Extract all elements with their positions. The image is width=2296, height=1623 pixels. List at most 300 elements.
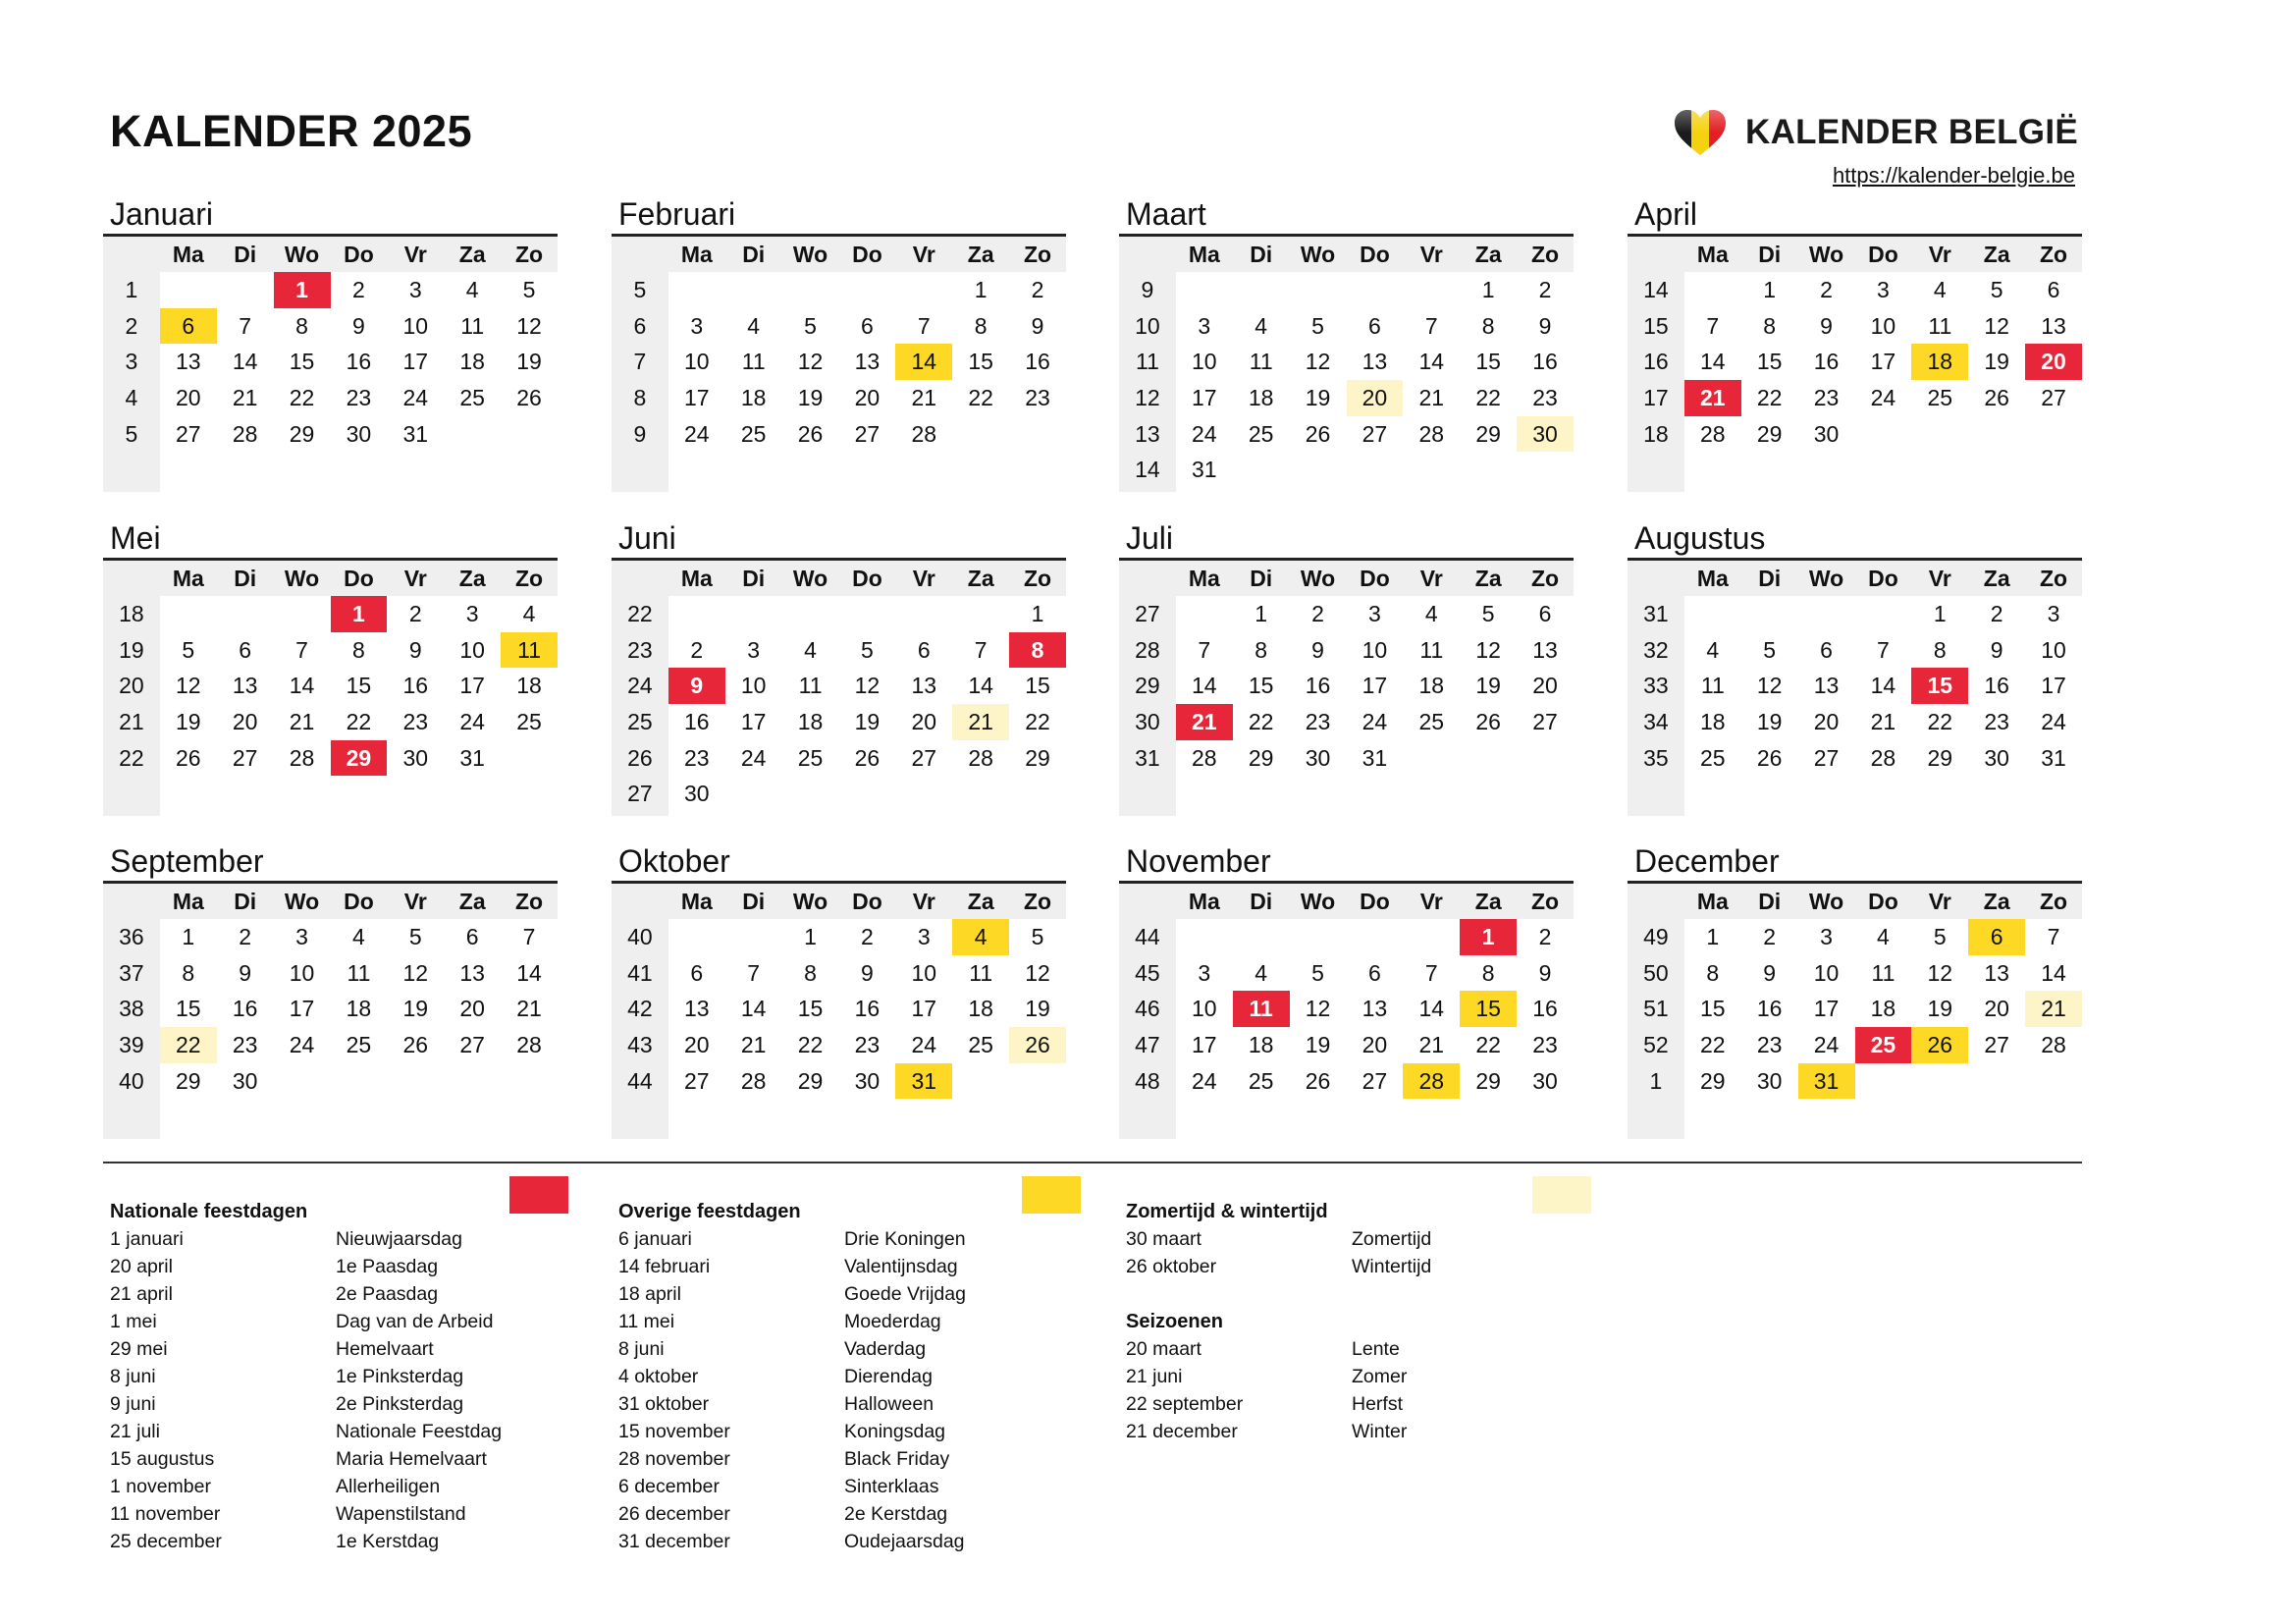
day-cell: 11 [969, 959, 993, 986]
day-cell: 2 [861, 924, 874, 949]
legend-date: 20 april [110, 1256, 173, 1277]
weekday-header: Zo [501, 561, 558, 596]
legend-name: Vaderdag [844, 1338, 927, 1360]
day-cell: 11 [1871, 959, 1896, 986]
day-cell-dst-season: 30 [1517, 416, 1574, 453]
day-cell: 3 [2047, 601, 2060, 626]
day-cell-other-holiday: 18 [1911, 344, 1968, 380]
weekday-header: Ma [668, 561, 725, 596]
empty-cell [217, 272, 274, 308]
day-cell: 16 [1813, 349, 1840, 375]
empty-cell [444, 1063, 501, 1100]
legend-name: Zomer [1352, 1366, 1408, 1387]
weekday-header: Za [444, 237, 501, 272]
day-cell: 5 [1311, 312, 1324, 339]
day-cell: 10 [911, 959, 937, 986]
week-number: 42 [627, 996, 653, 1022]
legend-name: Maria Hemelvaart [336, 1448, 487, 1470]
week-number: 7 [633, 349, 647, 375]
empty-cell [952, 596, 1009, 632]
month-grid [1628, 884, 2082, 1099]
day-cell: 7 [1424, 959, 1438, 986]
legend-dst-seasons [1126, 1198, 1579, 1445]
day-cell: 23 [402, 709, 429, 735]
day-cell: 25 [1700, 744, 1726, 771]
empty-cell [1855, 1063, 1912, 1100]
week-number: 1 [1649, 1067, 1663, 1094]
empty-cell [1460, 452, 1517, 488]
day-cell: 4 [465, 277, 479, 302]
day-cell: 14 [1700, 349, 1726, 375]
day-cell: 17 [402, 349, 429, 375]
empty-cell [839, 776, 896, 812]
legend-title: Seizoenen [1126, 1311, 1223, 1332]
legend-name: Dag van de Arbeid [336, 1311, 494, 1332]
legend-item [618, 1308, 1072, 1335]
day-cell: 10 [684, 349, 710, 375]
legend-item [618, 1253, 1072, 1280]
day-cell: 21 [516, 996, 542, 1022]
day-cell: 3 [690, 312, 704, 339]
week-number: 6 [633, 312, 647, 339]
day-cell: 27 [854, 420, 881, 447]
day-cell: 3 [295, 924, 308, 949]
legend-name: 1e Kerstdag [336, 1531, 440, 1552]
brand-name: KALENDER BELGIË [1745, 113, 2078, 151]
month-name: November [1126, 843, 1271, 879]
day-cell: 19 [402, 996, 429, 1022]
legend-date: 6 december [618, 1476, 720, 1497]
legend-date: 29 mei [110, 1338, 168, 1360]
day-cell: 22 [968, 385, 993, 411]
day-cell: 5 [182, 636, 195, 663]
month-oktober [612, 843, 1066, 1099]
day-cell: 18 [797, 709, 824, 735]
weekday-header: Ma [668, 884, 725, 919]
month-november [1119, 843, 1574, 1099]
month-december [1628, 843, 2082, 1099]
day-cell: 28 [1870, 744, 1896, 771]
legend-name: Wapenstilstand [336, 1503, 466, 1525]
weekday-header: Do [839, 884, 896, 919]
day-cell: 13 [684, 996, 710, 1022]
legend-name: Drie Koningen [844, 1228, 966, 1250]
day-cell: 28 [740, 1067, 767, 1094]
day-cell: 30 [1305, 744, 1331, 771]
day-cell: 8 [1481, 959, 1495, 986]
week-number: 12 [1135, 385, 1160, 411]
day-cell: 1 [974, 277, 988, 302]
day-cell: 10 [402, 312, 429, 339]
week-number: 16 [1643, 349, 1669, 375]
day-cell: 1 [1933, 601, 1947, 626]
day-cell: 15 [1025, 673, 1050, 699]
legend-date: 21 april [110, 1283, 173, 1305]
day-cell: 5 [1031, 924, 1044, 949]
legend-item [618, 1225, 1072, 1253]
day-cell: 13 [911, 673, 937, 699]
empty-cell [895, 596, 952, 632]
day-cell: 21 [911, 385, 937, 411]
day-cell: 12 [1475, 636, 1501, 663]
legend-title: Nationale feestdagen [110, 1201, 308, 1222]
day-cell: 5 [1763, 636, 1777, 663]
legend-name: 2e Pinksterdag [336, 1393, 464, 1415]
legend-name: Halloween [844, 1393, 934, 1415]
day-cell: 6 [917, 636, 931, 663]
legend-date: 8 juni [110, 1366, 156, 1387]
week-number: 45 [1135, 959, 1160, 986]
day-cell: 18 [1248, 1032, 1274, 1058]
day-cell: 18 [346, 996, 372, 1022]
day-cell: 2 [239, 924, 252, 949]
day-cell: 28 [968, 744, 993, 771]
legend-item [110, 1308, 563, 1335]
legend-date: 21 juni [1126, 1366, 1183, 1387]
day-cell: 27 [911, 744, 937, 771]
day-cell: 15 [289, 349, 315, 375]
legend-item [618, 1418, 1072, 1445]
day-cell: 31 [1362, 744, 1388, 771]
weekday-header: Do [839, 237, 896, 272]
weekday-header: Do [331, 561, 388, 596]
day-cell: 16 [1756, 996, 1783, 1022]
day-cell-dst-season: 21 [952, 704, 1009, 740]
day-cell: 31 [402, 420, 429, 447]
legend-item [618, 1500, 1072, 1528]
day-cell: 29 [1927, 744, 1953, 771]
day-cell: 16 [402, 673, 429, 699]
weekday-header: Zo [1517, 884, 1574, 919]
week-number: 18 [119, 601, 144, 626]
day-cell: 12 [797, 349, 824, 375]
day-cell: 29 [797, 1067, 824, 1094]
legend-name: Nationale Feestdag [336, 1421, 503, 1442]
week-number: 2 [125, 312, 138, 339]
day-cell: 20 [459, 996, 485, 1022]
weekday-header: Vr [387, 884, 444, 919]
day-cell: 25 [1927, 385, 1953, 411]
day-cell: 20 [1813, 709, 1840, 735]
legend-date: 18 april [618, 1283, 681, 1305]
weekday-header: Di [1233, 561, 1290, 596]
month-grid [1119, 561, 1574, 776]
week-number: 29 [1135, 673, 1160, 699]
day-cell: 13 [1984, 959, 2009, 986]
legend-name: Black Friday [844, 1448, 950, 1470]
day-cell: 24 [2041, 709, 2066, 735]
day-cell: 4 [747, 312, 761, 339]
weekday-header: Do [1347, 561, 1404, 596]
day-cell: 27 [2041, 385, 2066, 411]
week-number: 31 [1135, 744, 1160, 771]
day-cell-other-holiday: 11 [501, 632, 558, 669]
day-cell: 22 [1248, 709, 1274, 735]
week-number: 1 [125, 277, 138, 302]
week-number: 51 [1643, 996, 1669, 1022]
legend-name: 2e Paasdag [336, 1283, 439, 1305]
day-cell: 8 [295, 312, 308, 339]
day-cell: 27 [1362, 1067, 1388, 1094]
legend-item [110, 1363, 563, 1390]
week-number: 9 [633, 420, 647, 447]
empty-cell [1233, 919, 1290, 955]
week-number: 5 [125, 420, 138, 447]
weekday-header: Zo [1009, 561, 1066, 596]
day-cell: 13 [1362, 996, 1388, 1022]
weekday-header: Do [839, 561, 896, 596]
day-cell: 12 [1305, 349, 1331, 375]
weekday-header: Wo [1290, 561, 1347, 596]
day-cell: 10 [1362, 636, 1388, 663]
day-cell: 27 [232, 744, 258, 771]
day-cell: 27 [1362, 420, 1388, 447]
day-cell: 13 [1813, 673, 1840, 699]
day-cell: 10 [1192, 996, 1217, 1022]
day-cell: 24 [1870, 385, 1896, 411]
day-cell: 23 [684, 744, 710, 771]
day-cell: 12 [402, 959, 429, 986]
day-cell: 7 [522, 924, 536, 949]
day-cell: 25 [1248, 1067, 1274, 1094]
day-cell: 14 [1418, 349, 1445, 375]
empty-cell [501, 740, 558, 777]
empty-cell [668, 919, 725, 955]
week-number: 44 [1135, 924, 1160, 949]
day-cell: 29 [1475, 1067, 1501, 1094]
week-number: 31 [1643, 601, 1669, 626]
month-september [103, 843, 558, 1099]
day-cell: 12 [176, 673, 201, 699]
legend-item [1126, 1225, 1579, 1253]
day-cell: 9 [352, 312, 365, 339]
legend-name: Nieuwjaarsdag [336, 1228, 462, 1250]
weekday-header: Wo [1798, 884, 1855, 919]
weekday-header: Zo [2025, 561, 2082, 596]
website-link[interactable]: https://kalender-belgie.be [1832, 163, 2075, 188]
day-cell: 17 [459, 673, 485, 699]
month-grid [1628, 561, 2082, 776]
day-cell: 15 [176, 996, 201, 1022]
weekday-header: Za [1460, 561, 1517, 596]
week-number: 37 [119, 959, 144, 986]
day-cell: 6 [1368, 959, 1381, 986]
week-number: 18 [1643, 420, 1669, 447]
day-cell: 3 [1820, 924, 1833, 949]
weekday-header: Di [1741, 884, 1798, 919]
weekday-header: Ma [1176, 561, 1233, 596]
day-cell: 25 [797, 744, 824, 771]
day-cell: 29 [1475, 420, 1501, 447]
weekday-header: Do [1347, 237, 1404, 272]
day-cell: 24 [1813, 1032, 1840, 1058]
day-cell: 31 [459, 744, 485, 771]
month-grid [1119, 884, 1574, 1099]
empty-cell [501, 416, 558, 453]
legend-item [110, 1500, 563, 1528]
legend-name: Oudejaarsdag [844, 1531, 965, 1552]
weekday-header: Di [1233, 237, 1290, 272]
day-cell: 8 [804, 959, 817, 986]
empty-cell [1347, 919, 1404, 955]
week-number: 47 [1135, 1032, 1160, 1058]
day-cell: 23 [1532, 1032, 1558, 1058]
day-cell: 6 [690, 959, 704, 986]
day-cell: 21 [1418, 1032, 1445, 1058]
day-cell: 16 [1532, 349, 1558, 375]
day-cell: 25 [459, 385, 485, 411]
legend-date: 31 december [618, 1531, 730, 1552]
legend-item [1126, 1418, 1579, 1445]
day-cell: 7 [295, 636, 308, 663]
legend-date: 15 augustus [110, 1448, 215, 1470]
weekday-header: Ma [1684, 561, 1741, 596]
day-cell: 17 [2041, 673, 2066, 699]
day-cell: 31 [2041, 744, 2066, 771]
legend-name: Valentijnsdag [844, 1256, 958, 1277]
legend-name: Herfst [1352, 1393, 1404, 1415]
weekday-header: Za [952, 237, 1009, 272]
weekday-header: Za [952, 884, 1009, 919]
week-number: 21 [119, 709, 144, 735]
week-number: 20 [119, 673, 144, 699]
legend-date: 26 december [618, 1503, 730, 1525]
weekday-header: Wo [782, 561, 839, 596]
day-cell: 6 [1368, 312, 1381, 339]
empty-cell [160, 272, 217, 308]
day-cell: 27 [1813, 744, 1840, 771]
weekday-header: Wo [782, 884, 839, 919]
legend-date: 31 oktober [618, 1393, 710, 1415]
legend-item [618, 1363, 1072, 1390]
empty-cell [1798, 596, 1855, 632]
day-cell: 18 [968, 996, 993, 1022]
empty-cell [1684, 596, 1741, 632]
day-cell: 25 [740, 420, 767, 447]
week-number: 30 [1135, 709, 1160, 735]
empty-cell [444, 416, 501, 453]
weekday-header: Vr [895, 561, 952, 596]
day-cell: 9 [1763, 959, 1777, 986]
day-cell: 22 [797, 1032, 824, 1058]
legend-item [1126, 1253, 1579, 1280]
empty-cell [331, 1063, 388, 1100]
empty-cell [1347, 272, 1404, 308]
day-cell: 15 [1700, 996, 1726, 1022]
weekday-header: Za [952, 561, 1009, 596]
day-cell: 10 [2041, 636, 2066, 663]
day-cell: 23 [854, 1032, 881, 1058]
month-name: Juli [1126, 520, 1174, 556]
day-cell: 24 [1362, 709, 1388, 735]
legend-item [110, 1390, 563, 1418]
empty-cell [387, 1063, 444, 1100]
empty-cell [1403, 919, 1460, 955]
day-cell: 29 [1756, 420, 1783, 447]
legend-item [1126, 1335, 1579, 1363]
day-cell: 10 [740, 673, 767, 699]
weekday-header: Vr [895, 237, 952, 272]
day-cell-national-holiday: 1 [1460, 919, 1517, 955]
day-cell: 7 [1706, 312, 1720, 339]
day-cell: 27 [176, 420, 201, 447]
day-cell: 8 [1933, 636, 1947, 663]
weekday-header: Di [725, 561, 782, 596]
day-cell: 19 [1475, 673, 1501, 699]
day-cell: 11 [460, 312, 485, 339]
week-number: 17 [1643, 385, 1669, 411]
week-number: 49 [1643, 924, 1669, 949]
day-cell: 2 [352, 277, 365, 302]
day-cell: 12 [1305, 996, 1331, 1022]
legend-item [110, 1528, 563, 1555]
day-cell: 20 [684, 1032, 710, 1058]
legend-name: Lente [1352, 1338, 1400, 1360]
day-cell: 13 [176, 349, 201, 375]
weekday-header: Vr [387, 237, 444, 272]
month-mei [103, 520, 558, 776]
day-cell-national-holiday: 1 [331, 596, 388, 632]
day-cell: 3 [1877, 277, 1890, 302]
day-cell: 1 [1706, 924, 1720, 949]
empty-cell [1855, 416, 1912, 453]
day-cell: 7 [917, 312, 931, 339]
day-cell: 30 [1813, 420, 1840, 447]
weekday-header: Ma [160, 237, 217, 272]
day-cell: 10 [459, 636, 485, 663]
day-cell: 15 [1756, 349, 1783, 375]
empty-cell [725, 919, 782, 955]
day-cell: 18 [1870, 996, 1896, 1022]
day-cell-national-holiday: 29 [331, 740, 388, 777]
weekday-header: Di [725, 237, 782, 272]
week-number: 40 [119, 1067, 144, 1094]
day-cell: 12 [1756, 673, 1783, 699]
day-cell: 15 [1248, 673, 1274, 699]
dst-swatch [1532, 1176, 1591, 1214]
day-cell: 31 [1192, 457, 1217, 483]
day-cell: 21 [1870, 709, 1896, 735]
day-cell: 12 [516, 312, 542, 339]
empty-cell [952, 776, 1009, 812]
day-cell: 11 [1928, 312, 1952, 339]
weekday-header: Do [331, 884, 388, 919]
day-cell: 18 [459, 349, 485, 375]
day-cell: 15 [346, 673, 372, 699]
empty-cell [1290, 919, 1347, 955]
legend-name: Dierendag [844, 1366, 933, 1387]
legend-name: Hemelvaart [336, 1338, 434, 1360]
day-cell: 2 [690, 636, 704, 663]
day-cell: 12 [1984, 312, 2009, 339]
weekday-header: Vr [387, 561, 444, 596]
legend-item [618, 1528, 1072, 1555]
week-number: 35 [1643, 744, 1669, 771]
legend-name: 1e Paasdag [336, 1256, 439, 1277]
day-cell: 20 [854, 385, 881, 411]
week-number: 10 [1135, 312, 1160, 339]
empty-cell [1855, 596, 1912, 632]
month-name: Mei [110, 520, 161, 556]
day-cell: 17 [1192, 1032, 1217, 1058]
empty-cell [1233, 272, 1290, 308]
day-cell: 12 [1025, 959, 1050, 986]
day-cell: 24 [684, 420, 710, 447]
day-cell: 11 [798, 673, 823, 699]
weekday-header: Di [725, 884, 782, 919]
day-cell: 16 [854, 996, 881, 1022]
month-grid [612, 237, 1066, 452]
